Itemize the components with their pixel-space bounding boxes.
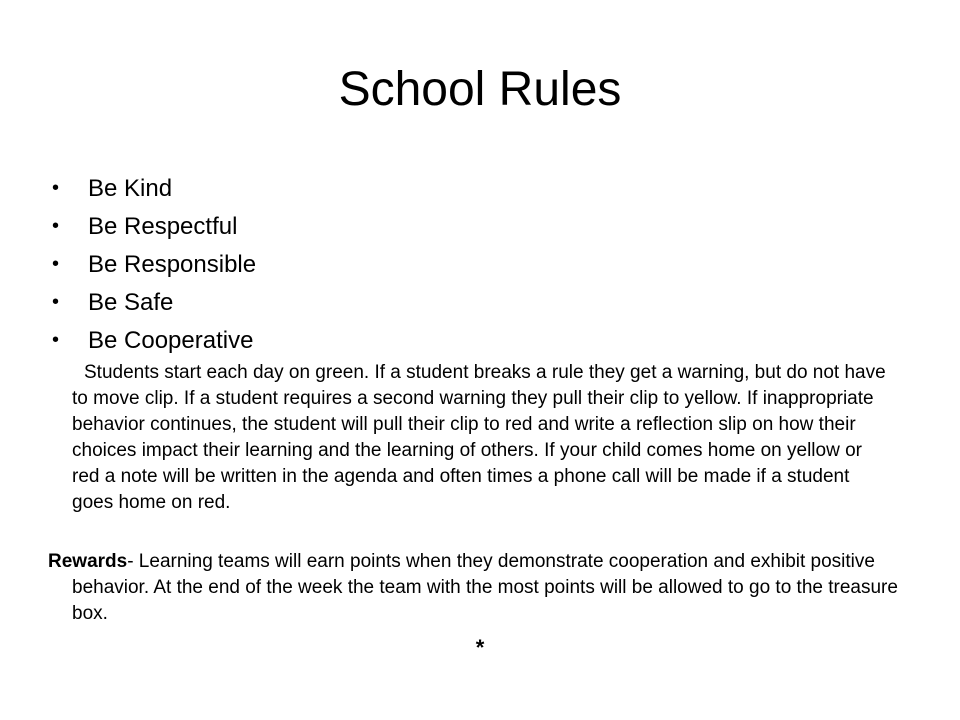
rules-list xyxy=(50,170,256,360)
rule-text: Be Respectful xyxy=(88,213,238,240)
rule-item xyxy=(50,170,256,208)
rewards-label: Rewards xyxy=(48,551,128,572)
rule-item xyxy=(50,284,256,322)
bullet-icon: • xyxy=(52,215,60,237)
rule-item xyxy=(50,246,256,284)
bullet-icon: • xyxy=(52,329,60,351)
rewards-paragraph xyxy=(48,549,917,627)
rule-text: Be Safe xyxy=(88,289,174,316)
rule-text: Be Cooperative xyxy=(88,327,254,354)
rule-item xyxy=(50,208,256,246)
bullet-icon: • xyxy=(52,177,60,199)
rewards-text: - Learning teams will earn points when they demonstrate cooperation and exhibit positive behavior. At the end of the week the team with the most points will be allowed to go to the treasure box. xyxy=(72,551,898,624)
rule-text: Be Kind xyxy=(88,175,173,202)
slide-title: School Rules xyxy=(338,63,622,116)
policy-paragraph: Students start each day on green. If a student breaks a rule they get a warning, but do not have to move clip. If a student requires a second warning they pull their clip to yellow. If inappropriate behavior continues, the student will pull their clip to red and write a reflection slip on how their choices impact their learning and the learning of others. If your child comes home on yellow or red a note will be written in the agenda and often times a phone call will be made if a student goes home on red. xyxy=(72,362,886,513)
bullet-icon: • xyxy=(52,253,60,275)
bullet-icon: • xyxy=(52,291,60,313)
rule-item xyxy=(50,322,256,360)
rule-text: Be Responsible xyxy=(88,251,257,278)
footer-asterisk: * xyxy=(475,635,485,660)
